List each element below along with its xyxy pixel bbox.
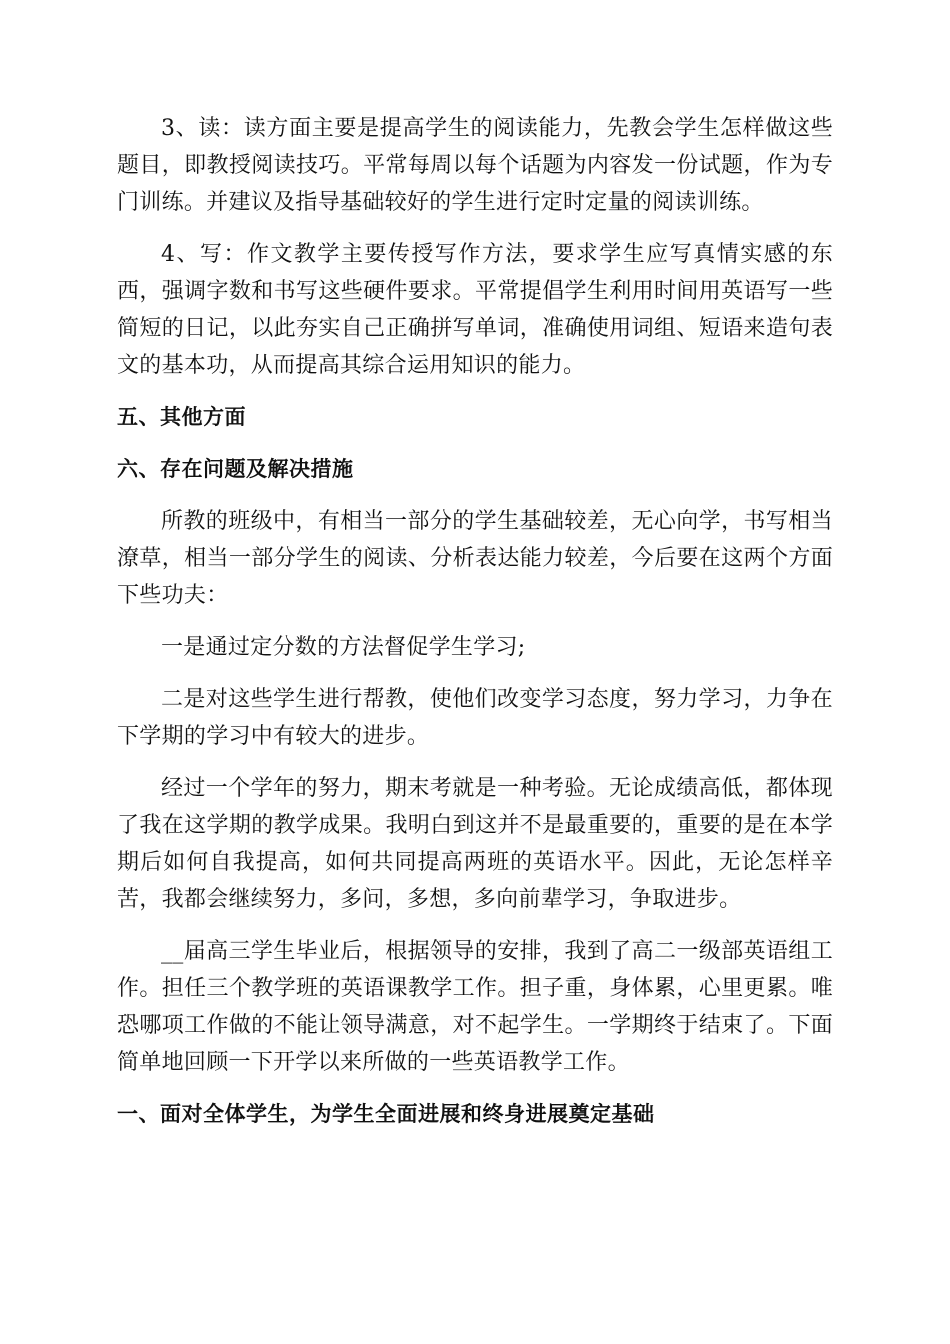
paragraph-reading: 3、读：读方面主要是提高学生的阅读能力，先教会学生怎样做这些题目，即教授阅读技巧。平常每周以每个话题为内容发一份试题，作为专门训练。并建议及指导基础较好的学生进行定时定量的阅读训练。: [117, 116, 833, 215]
heading-problems-measures: 六、存在问题及解决措施: [117, 457, 354, 481]
paragraph-measure-two: 二是对这些学生进行帮教，使他们改变学习态度，努力学习，力争在下学期的学习中有较大的进步。: [117, 687, 833, 749]
paragraph-writing: 4、写：作文教学主要传授写作方法，要求学生应写真情实感的东西，强调字数和书写这些硬件要求。平常提倡学生利用时间用英语写一些简短的日记，以此夯实自己正确拼写单词，准确使用词组、短语来造句表文的基本功，从而提高其综合运用知识的能力。: [117, 242, 833, 378]
heading-all-students: 一、面对全体学生，为学生全面进展和终身进展奠定基础: [117, 1102, 655, 1126]
paragraph-measure-one: 一是通过定分数的方法督促学生学习;: [161, 635, 526, 660]
heading-other-aspects: 五、其他方面: [117, 405, 246, 429]
paragraph-summary: 经过一个学年的努力，期末考就是一种考验。无论成绩高低，都体现了我在这学期的教学成果。我明白到这并不是最重要的，重要的是在本学期后如何自我提高，如何共同提高两班的英语水平。因此，无论怎样辛苦，我都会继续努力，多问，多想，多向前辈学习，争取进步。: [117, 776, 833, 912]
paragraph-problems: 所教的班级中，有相当一部分的学生基础较差，无心向学，书写相当潦草，相当一部分学生的阅读、分析表达能力较差，今后要在这两个方面下些功夫：: [117, 509, 833, 608]
paragraph-intro: __届高三学生毕业后，根据领导的安排，我到了高二一级部英语组工作。担任三个教学班的英语课教学工作。担子重，身体累，心里更累。唯恐哪项工作做的不能让领导满意，对不起学生。一学期终于结束了。下面简单地回顾一下开学以来所做的一些英语教学工作。: [117, 939, 833, 1075]
document-body: [117, 110, 833, 1148]
